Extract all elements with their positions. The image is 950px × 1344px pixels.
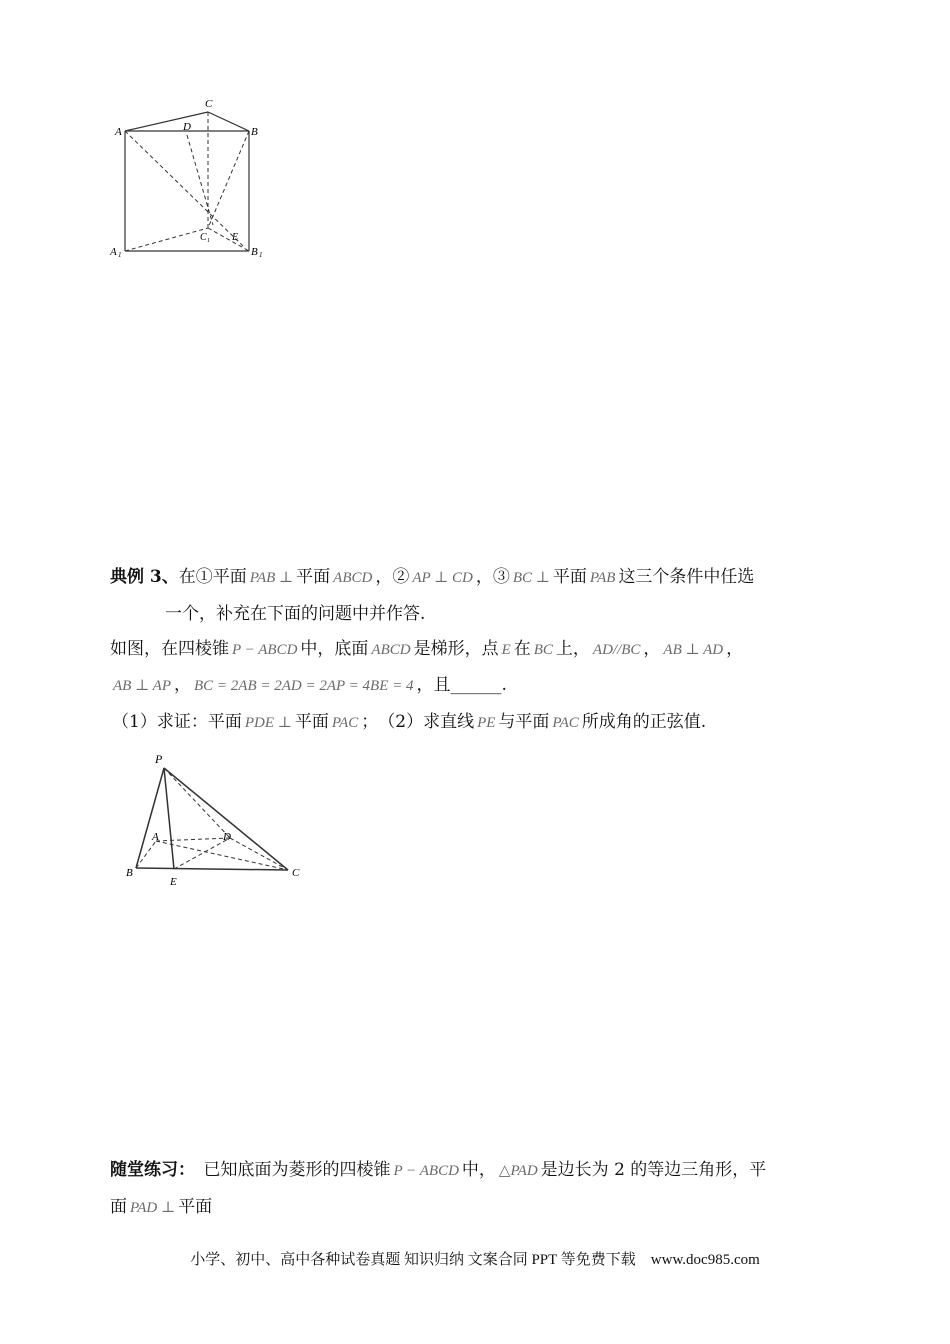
math-expression: PAB ⊥ [249,570,294,586]
math-expression: AB ⊥ AP [113,678,171,694]
practice-line2 [110,1195,212,1220]
text-run: 如图，在四棱锥 [110,639,229,659]
example3-line2: 一个，补充在下面的问题中并作答. [165,604,426,624]
example3-questions [112,710,706,735]
label-C1: C [200,232,207,243]
text-run: 平面 [552,567,587,587]
text-run: 平面 [296,567,331,587]
text-run: 上， [555,639,590,659]
practice-line1 [110,1158,766,1183]
text-run: 是边长为 2 的等边三角形，平 [540,1160,767,1180]
math-expression: E [501,642,511,658]
text-run: 与平面 [498,712,550,732]
label-A1: A [110,246,117,258]
text-run: 平面 [294,712,329,732]
text-run: 所成角的正弦值. [581,712,707,732]
label-D: D [183,121,191,133]
math-expression: PDE ⊥ [244,715,292,731]
math-expression: BC = 2AB = 2AD = 2AP = 4BE = 4 [194,678,414,694]
label-D: D [223,831,231,843]
label-C: C [292,867,300,879]
text-run: （1）求证：平面 [112,712,242,732]
math-expression: PE [477,715,496,731]
text-run: ； （2）求直线 [361,712,475,732]
text-run: 在 [513,639,531,659]
text-run: ，且______. [416,675,507,695]
example3-label: 典例 3、 [110,567,179,587]
label-B: B [126,867,133,879]
text-run: 在①平面 [178,567,247,587]
practice-label: 随堂练习： [110,1160,187,1180]
label-P: P [155,752,163,766]
text-run: ， [174,675,191,695]
text-run: ，③ [475,567,510,587]
text-run: 中，底面 [300,639,369,659]
label-A1-sub: 1 [118,251,122,259]
math-expression: PAC [331,715,359,731]
label-B1-sub: 1 [259,251,263,259]
pyramid-figure [120,748,320,890]
math-expression: ABCD [333,570,373,586]
math-expression: AB ⊥ AD [663,642,724,658]
text-run: ，② [375,567,410,587]
text-run: 面 [110,1197,127,1217]
text-run: 平面 [178,1197,213,1217]
label-B: B [251,126,258,138]
math-expression: ABCD [371,642,411,658]
text-run: ， [643,639,661,659]
math-expression: BC [533,642,553,658]
text-run: ， [726,639,744,659]
label-C1-sub: 1 [207,238,210,244]
text-run: 已知底面为菱形的四棱锥 [186,1160,391,1180]
math-expression: △PAD [498,1163,538,1179]
math-expression: P − ABCD [393,1163,459,1179]
text-run: 是梯形，点 [413,639,499,659]
label-C: C [205,98,213,110]
page-footer: 小学、初中、高中各种试卷真题 知识归纳 文案合同 PPT 等免费下载 www.doc985.com [190,1252,760,1268]
label-A: A [152,831,159,843]
text-run: 这三个条件中任选 [618,567,755,587]
text-run: 中， [461,1160,496,1180]
label-A: A [115,126,122,138]
example3-line1 [110,565,754,590]
math-expression: AD//BC [592,642,641,658]
label-B1: B [251,246,258,258]
prism-figure [105,95,275,260]
math-expression: PAB [589,570,616,586]
math-expression: AP ⊥ CD [412,570,473,586]
math-expression: P − ABCD [232,642,298,658]
math-expression: PAC [552,715,579,731]
example3-line3 [110,637,743,662]
label-E: E [170,876,177,888]
label-E: E [232,232,239,243]
math-expression: BC ⊥ [512,570,550,586]
math-expression: PAD ⊥ [130,1200,176,1216]
example3-line4 [110,673,507,698]
